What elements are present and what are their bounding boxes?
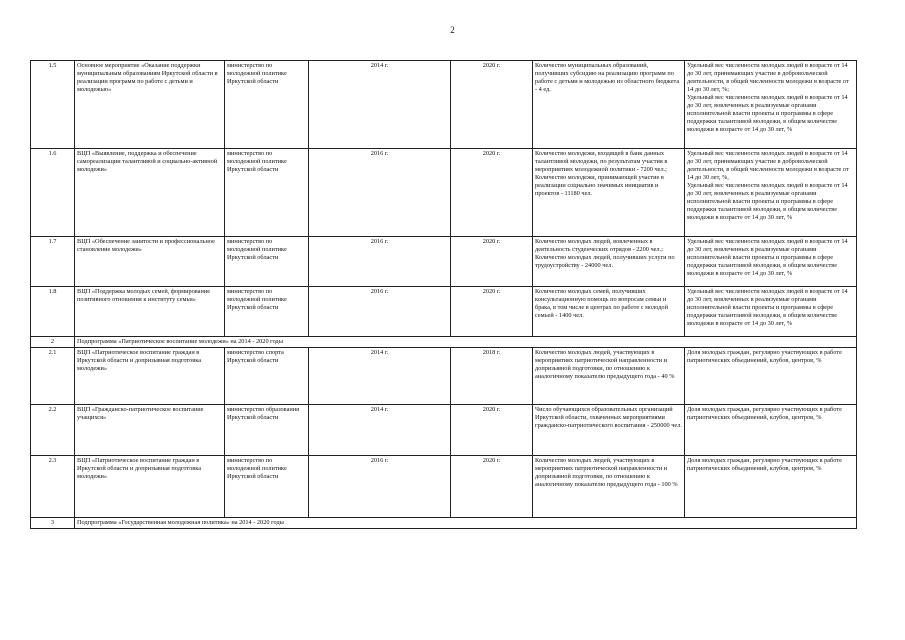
measure-name: Основное мероприятие «Оказание поддержки муниципальным образованиям Иркутской области в реализации программ по работе с детьми и молодежью» — [75, 61, 225, 149]
expected-result: Количество молодежи, входящей в банк данных талантливой молодежи, по результатам участия в мероприятиях молодежной политики - 7200 чел.; Количество молодежи, принимающей участие в реализации социально значимых инициатив и проектов - 11180 чел. — [533, 149, 685, 237]
start-year: 2014 г. — [309, 348, 451, 405]
end-year: 2018 г. — [451, 348, 533, 405]
section-number: 3 — [31, 518, 75, 529]
row-number: 2.1 — [31, 348, 75, 405]
program-table — [30, 60, 857, 529]
target-indicator: Удельный вес численности молодых людей в возрасте от 14 до 30 лет, вовлеченных в реализуемые органами исполнительной власти проекты и программы в сфере поддержки талантливой молодежи, в общем количестве молодежи в возрасте от 14 до 30 лет, % — [685, 287, 857, 337]
target-indicator: Доля молодых граждан, регулярно участвующих в работе патриотических объединений, клубов, центров, % — [685, 405, 857, 456]
measure-name: ВЦП «Поддержка молодых семей, формирование позитивного отношения к институту семьи» — [75, 287, 225, 337]
table-row — [31, 348, 857, 405]
table-row — [31, 456, 857, 518]
executor: министерство по молодежной политике Иркутской области — [225, 61, 309, 149]
table-row — [31, 287, 857, 337]
end-year: 2020 г. — [451, 61, 533, 149]
row-number: 1.5 — [31, 61, 75, 149]
row-number: 2.3 — [31, 456, 75, 518]
row-number: 2.2 — [31, 405, 75, 456]
table-row — [31, 61, 857, 149]
start-year: 2016 г. — [309, 237, 451, 287]
target-indicator: Доля молодых граждан, регулярно участвующих в работе патриотических объединений, клубов, центров, % — [685, 456, 857, 518]
expected-result: Количество молодых людей, вовлеченных в деятельность студенческих отрядов - 2200 чел.; Количество молодых людей, получивших услуги по трудоустройству - 24000 чел. — [533, 237, 685, 287]
measure-name: ВЦП «Патриотическое воспитание граждан в Иркутской области и допризывная подготовка молодежи» — [75, 456, 225, 518]
measure-name: ВЦП «Обеспечение занятости и профессиональное становление молодежи» — [75, 237, 225, 287]
end-year: 2020 г. — [451, 149, 533, 237]
target-indicator: Доля молодых граждан, регулярно участвующих в работе патриотических объединений, клубов, центров, % — [685, 348, 857, 405]
target-indicator: Удельный вес численности молодых людей в возрасте от 14 до 30 лет, принимающих участие в добровольческой деятельности, в общей численности молодежи в возрасте от 14 до 30 лет, %, Удельный вес численности молодых людей в возрасте от 14 до 30 лет, вовлеченных в реализуемые органами исполнительной власти проекты и программы в сфере поддержки талантливой молодежи, в общем количестве молодежи в возрасте от 14 до 30 лет, % — [685, 149, 857, 237]
page-number: 2 — [450, 25, 455, 35]
table-body-1 — [31, 61, 857, 529]
end-year: 2020 г. — [451, 287, 533, 337]
target-indicator: Удельный вес численности молодых людей в возрасте от 14 до 30 лет, принимающих участие в добровольческой деятельности, в общей численности молодежи в возрасте от 14 до 30 лет, %; Удельный вес численности молодых людей в возрасте от 14 до 30 лет, вовлеченных в реализуемые органами исполнительной власти проекты и программы в сфере поддержки талантливой молодежи, в общем количестве молодежи в возрасте от 14 до 30 лет, % — [685, 61, 857, 149]
target-indicator: Удельный вес численности молодых людей в возрасте от 14 до 30 лет, вовлеченных в реализуемые органами исполнительной власти проекты и программы в сфере поддержки талантливой молодежи, в общем количестве молодежи в возрасте от 14 до 30 лет, % — [685, 237, 857, 287]
start-year: 2016 г. — [309, 287, 451, 337]
executor: министерство по молодежной политике Иркутской области — [225, 237, 309, 287]
table-row — [31, 405, 857, 456]
end-year: 2020 г. — [451, 456, 533, 518]
section-title: Подпрограмма «Патриотическое воспитание молодежи» на 2014 - 2020 годы — [75, 337, 857, 348]
section-number: 2 — [31, 337, 75, 348]
table-row — [31, 149, 857, 237]
start-year: 2016 г. — [309, 456, 451, 518]
end-year: 2020 г. — [451, 405, 533, 456]
measure-name: ВЦП «Выявление, поддержка и обеспечение самореализации талантливой и социально-активной молодежи» — [75, 149, 225, 237]
section-row — [31, 518, 857, 529]
row-number: 1.7 — [31, 237, 75, 287]
executor: министерство по молодежной политике Иркутской области — [225, 456, 309, 518]
expected-result: Число обучающихся образовательных организаций Иркутской области, охваченных мероприятиями гражданско-патриотического воспитания - 250000 чел. — [533, 405, 685, 456]
end-year: 2020 г. — [451, 237, 533, 287]
row-number: 1.6 — [31, 149, 75, 237]
start-year: 2014 г. — [309, 405, 451, 456]
start-year: 2014 г. — [309, 61, 451, 149]
executor: министерство образования Иркутской области — [225, 405, 309, 456]
section-title: Подпрограмма «Государственная молодежная политика» на 2014 - 2020 годы — [75, 518, 857, 529]
measure-name: ВЦП «Гражданско-патриотическое воспитание учащихся» — [75, 405, 225, 456]
executor: министерство по молодежной политике Иркутской области — [225, 149, 309, 237]
expected-result: Количество молодых семей, получивших консультационную помощь по вопросам семьи и брака, в том числе в центрах по работе с молодой семьей - 1400 чел. — [533, 287, 685, 337]
expected-result: Количество молодых людей, участвующих в мероприятиях патриотической направленности и допризывной подготовки, по отношению к аналогичному показателю предыдущего года - 100 % — [533, 456, 685, 518]
row-number: 1.8 — [31, 287, 75, 337]
table-row — [31, 237, 857, 287]
expected-result: Количество муниципальных образований, получивших субсидию на реализацию программ по работе с детьми и молодежью из областного бюджета - 4 ед. — [533, 61, 685, 149]
section-row — [31, 337, 857, 348]
executor: министерство по молодежной политике Иркутской области — [225, 287, 309, 337]
expected-result: Количество молодых людей, участвующих в мероприятиях патриотической направленности и допризывной подготовки, по отношению к аналогичному показателю предыдущего года - 40 % — [533, 348, 685, 405]
start-year: 2016 г. — [309, 149, 451, 237]
executor: министерство спорта Иркутской области — [225, 348, 309, 405]
measure-name: ВЦП «Патриотическое воспитание граждан в Иркутской области и допризывная подготовка молодежи» — [75, 348, 225, 405]
